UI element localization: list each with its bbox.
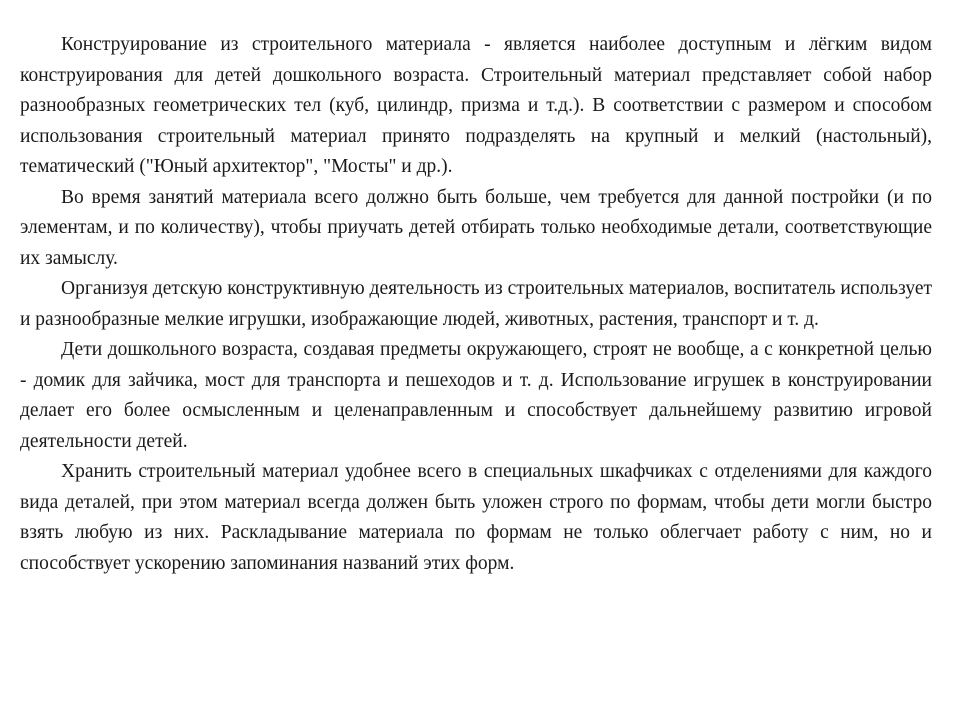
paragraph-material-storage: Хранить строительный материал удобнее всего в специальных шкафчиках с отделениями для каждого вида деталей, при этом материал всегда должен быть уложен строго по формам, чтобы дети могли быстро взять любую из них. Раскладывание материала по формам не только облегчает работу с ним, но и способствует ускорению запоминания названий этих форм.: [20, 461, 932, 574]
paragraph-material-quantity: Во время занятий материала всего должно быть больше, чем требуется для данной постройки (и по элементам, и по количеству), чтобы приучать детей отбирать только необходимые детали, соответствующие их замыслу.: [20, 186, 932, 269]
paragraph-small-toys: Организуя детскую конструктивную деятельность из строительных материалов, воспитатель использует и разнообразные мелкие игрушки, изображающие людей, животных, растения, транспорт и т. д.: [20, 278, 932, 330]
paragraph-construction-definition: Конструирование из строительного материала - является наиболее доступным и лёгким видом конструирования для детей дошкольного возраста. Строительный материал представляет собой набор разнообразных геометрических тел (куб, цилиндр, призма и т.д.). В соответствии с размером и способом использования строительный материал принято подразделять на крупный и мелкий (настольный), тематический ("Юный архитектор", "Мосты" и др.).: [20, 34, 932, 177]
document-body: [20, 30, 932, 579]
paragraph-purposeful-building: Дети дошкольного возраста, создавая предметы окружающего, строят не вообще, а с конкретной целью - домик для зайчика, мост для транспорта и пешеходов и т. д. Использование игрушек в конструировании делает его более осмысленным и целенаправленным и способствует дальнейшему развитию игровой деятельности детей.: [20, 339, 932, 452]
